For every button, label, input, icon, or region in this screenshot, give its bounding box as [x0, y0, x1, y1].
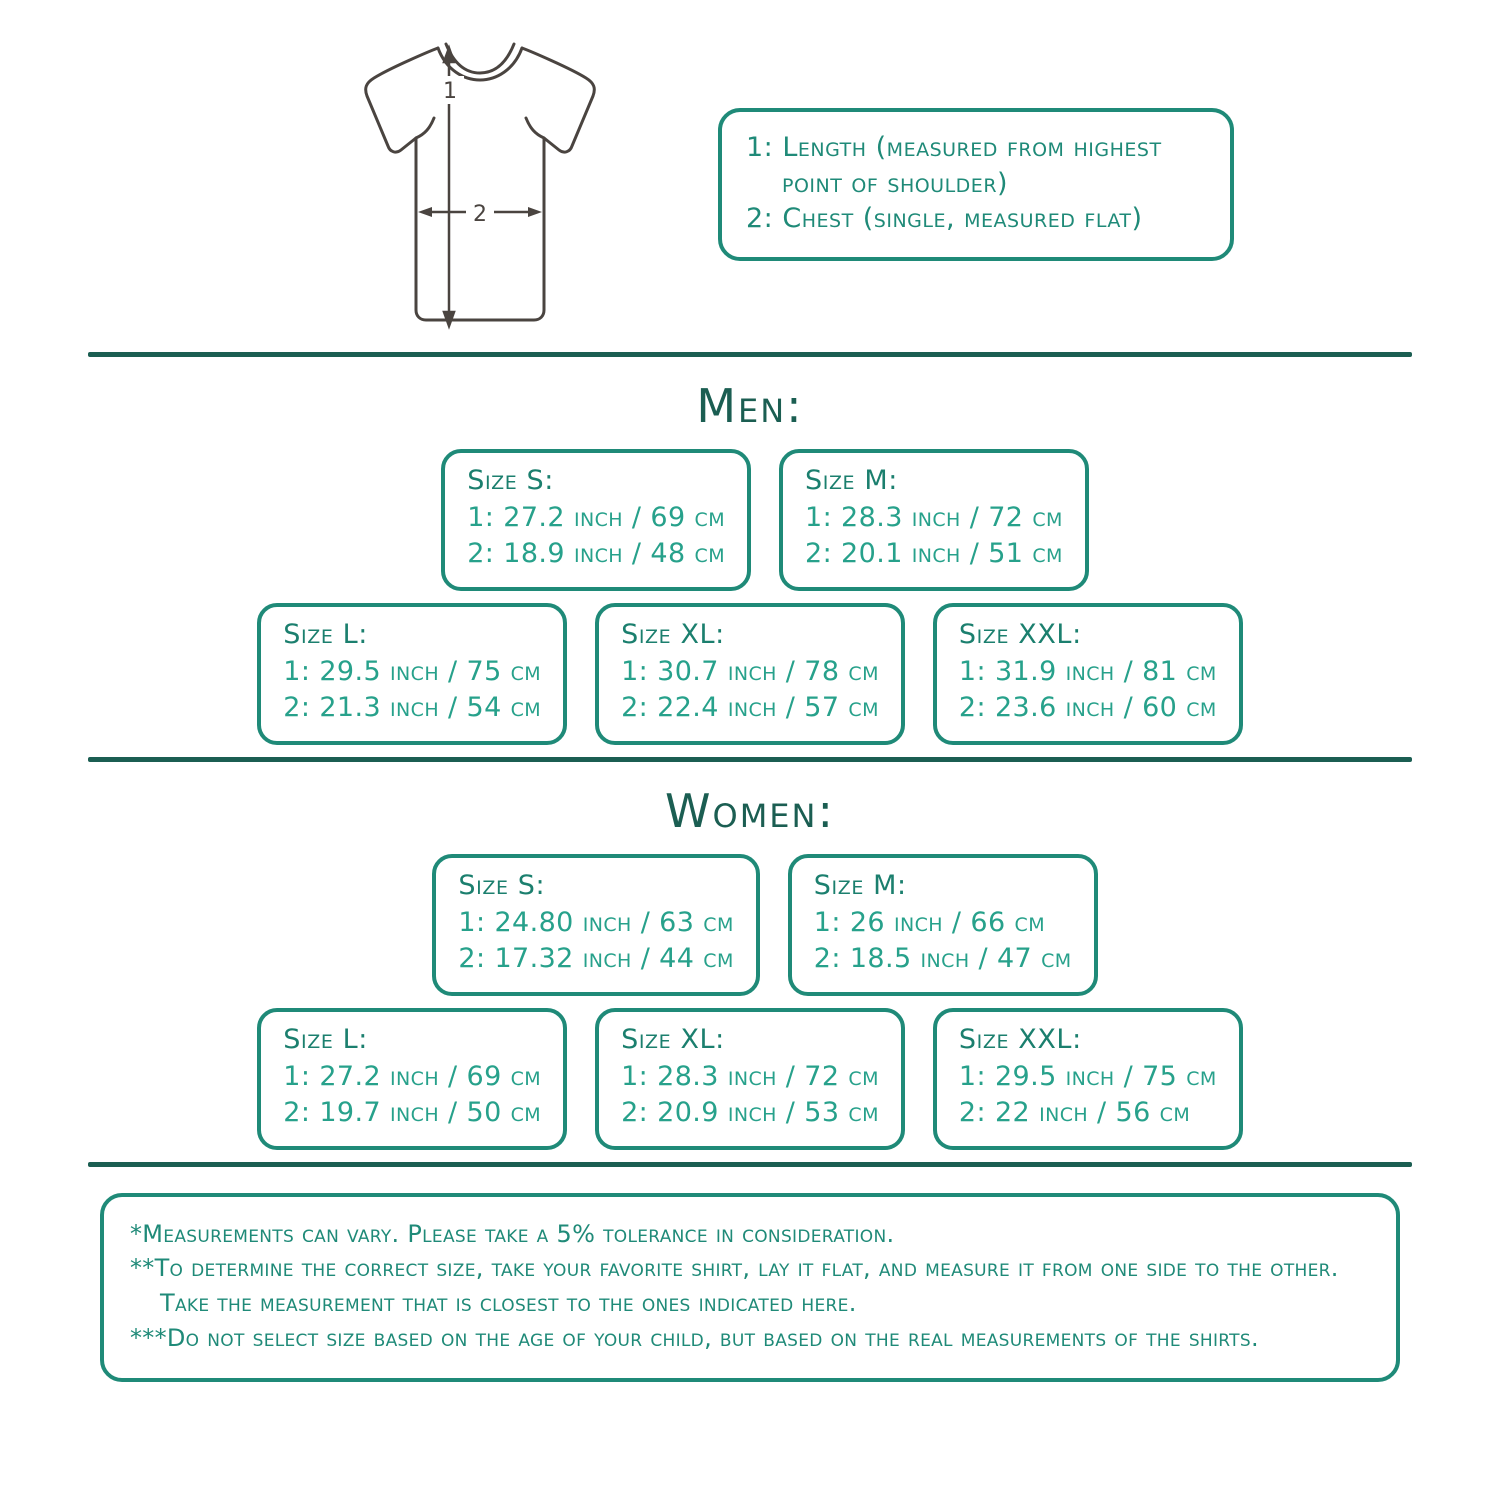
size-length: 1: 30.7 inch / 78 cm [621, 655, 879, 687]
length-marker-label: 1 [443, 79, 457, 104]
divider-middle [88, 757, 1412, 762]
size-label: Size L: [283, 1023, 368, 1055]
size-chest: 2: 17.32 inch / 44 cm [458, 943, 734, 975]
size-chest: 2: 19.7 inch / 50 cm [283, 1097, 542, 1129]
size-chest: 2: 22 inch / 56 cm [958, 1097, 1191, 1129]
size-length: 1: 24.80 inch / 63 cm [458, 906, 734, 938]
legend-length-line2: point of shoulder) [782, 167, 1009, 199]
size-chest: 2: 22.4 inch / 57 cm [621, 692, 879, 724]
size-length: 1: 26 inch / 66 cm [813, 906, 1046, 938]
notes-box [100, 1193, 1400, 1382]
size-card-men-xl [595, 603, 905, 745]
size-label: Size M: [813, 869, 907, 901]
note-measure-2: Take the measurement that is closest to the ones indicated here. [160, 1289, 857, 1318]
size-card-women-xl [595, 1008, 905, 1150]
size-card-men-xxl [933, 603, 1243, 745]
note-measure-1: **To determine the correct size, take your favorite shirt, lay it flat, and measure it from one side to the other. [130, 1254, 1339, 1283]
size-chest: 2: 20.9 inch / 53 cm [621, 1097, 879, 1129]
section-women [0, 784, 1500, 1150]
size-card-men-m [779, 449, 1089, 591]
size-length: 1: 31.9 inch / 81 cm [958, 655, 1217, 687]
tshirt-outline-icon [330, 18, 630, 338]
chest-marker-label: 2 [473, 202, 487, 227]
size-label: Size XXL: [958, 1023, 1082, 1055]
note-tolerance: *Measurements can vary. Please take a 5% tolerance in consideration. [130, 1219, 895, 1248]
size-card-women-m [788, 854, 1098, 996]
size-card-men-s [441, 449, 751, 591]
women-row-1 [0, 854, 1500, 996]
size-card-women-s [432, 854, 759, 996]
section-men [0, 379, 1500, 745]
women-row-2 [0, 1008, 1500, 1150]
size-chest: 2: 18.9 inch / 48 cm [467, 538, 725, 570]
section-title-women: Women: [665, 783, 835, 838]
size-card-women-l [257, 1008, 567, 1150]
section-title-men: Men: [696, 379, 804, 433]
size-label: Size L: [283, 618, 368, 650]
men-row-2 [0, 603, 1500, 745]
size-card-women-xxl [933, 1008, 1243, 1150]
size-label: Size S: [467, 465, 554, 496]
divider-top [88, 352, 1412, 357]
note-age: ***Do not select size based on the age of your child, but based on the real measurements of the shirts. [130, 1323, 1259, 1352]
size-label: Size XL: [621, 618, 725, 650]
size-length: 1: 27.2 inch / 69 cm [467, 502, 725, 533]
legend-box [718, 108, 1234, 261]
size-label: Size M: [805, 465, 898, 496]
size-length: 1: 28.3 inch / 72 cm [621, 1060, 879, 1092]
size-length: 1: 29.5 inch / 75 cm [958, 1060, 1217, 1092]
size-chest: 2: 20.1 inch / 51 cm [805, 538, 1063, 570]
size-length: 1: 28.3 inch / 72 cm [805, 502, 1063, 533]
size-label: Size XL: [621, 1023, 725, 1055]
legend-length-line1: 1: Length (measured from highest [746, 132, 1162, 163]
size-chest: 2: 18.5 inch / 47 cm [813, 943, 1072, 975]
size-label: Size XXL: [958, 618, 1082, 650]
size-card-men-l [257, 603, 567, 745]
divider-bottom [88, 1162, 1412, 1167]
size-label: Size S: [458, 869, 546, 901]
size-length: 1: 29.5 inch / 75 cm [283, 655, 542, 687]
size-chest: 2: 21.3 inch / 54 cm [283, 692, 542, 724]
size-length: 1: 27.2 inch / 69 cm [283, 1060, 542, 1092]
diagram-area [0, 0, 1500, 352]
legend-chest-line: 2: Chest (single, measured flat) [746, 203, 1143, 235]
men-row-1 [0, 449, 1500, 591]
size-chest: 2: 23.6 inch / 60 cm [958, 692, 1217, 724]
tshirt-diagram [330, 18, 630, 338]
